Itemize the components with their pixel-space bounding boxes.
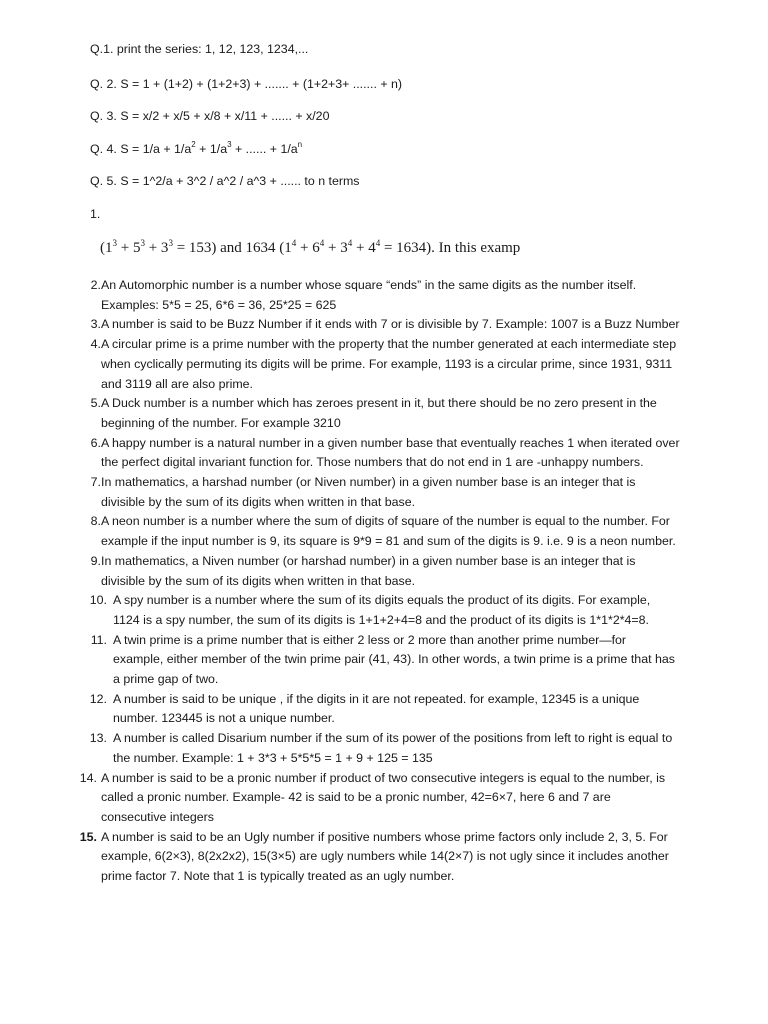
question-label: Q. 3. bbox=[90, 109, 117, 123]
question-1 bbox=[90, 41, 308, 57]
list-item-text: A Duck number is a number which has zeroes present in it, but there should be no zero present in the beginning of the number. For example 3210 bbox=[101, 396, 657, 430]
list-item bbox=[0, 591, 768, 630]
question-text: S = 1^2/a + 3^2 / a^2 / a^3 + ...... to n terms bbox=[120, 174, 360, 188]
list-item-text: A circular prime is a prime number with the property that the number generated at each intermediate step when cyclically permuting its digits will be prime. For example, 1193 is a circular prime, since 1931, 9311 and 3119 all are also prime. bbox=[101, 337, 677, 391]
list-item-text: A twin prime is a prime number that is either 2 less or 2 more than another prime number—for example, either member of the twin prime pair (41, 43). In other words, a twin prime is a prime that has a prime gap of two. bbox=[113, 632, 675, 687]
list-item-number: 5. bbox=[90, 396, 101, 411]
list-item-number: 4. bbox=[90, 337, 101, 352]
question-3 bbox=[90, 108, 329, 124]
list-item-text: A happy number is a natural number in a given number base that eventually reaches 1 when iterated over the perfect digital invariant function for. Those numbers that do not end in 1 are -unhappy numbers. bbox=[101, 435, 680, 470]
list-item bbox=[0, 315, 768, 335]
list-item-text: In mathematics, a Niven number (or harshad number) in a given number base is an integer that is divisible by the sum of its digits when written in that base. bbox=[101, 553, 636, 588]
question-text: print the series: 1, 12, 123, 1234,... bbox=[116, 42, 309, 56]
list-item-number: 8. bbox=[90, 514, 101, 529]
question-label: Q. 5. bbox=[90, 174, 117, 188]
list-item-text: In mathematics, a harshad number (or Niven number) in a given number base is an integer that is divisible by the sum of its digits when written in that base. bbox=[101, 475, 636, 509]
list-item bbox=[0, 512, 768, 551]
list-item-text: A number is said to be Buzz Number if it ends with 7 or is divisible by 7. Example: 1007 is a Buzz Number bbox=[101, 317, 680, 332]
question-label: Q. 2. bbox=[90, 77, 117, 91]
item-1-number: 1. bbox=[90, 207, 101, 221]
list-item bbox=[0, 769, 768, 828]
question-label: Q.1. bbox=[90, 42, 114, 56]
question-4 bbox=[90, 141, 302, 157]
list-item-number: 10. bbox=[89, 593, 107, 608]
list-item-number: 13. bbox=[89, 731, 107, 746]
list-item bbox=[0, 473, 768, 512]
question-5 bbox=[90, 173, 360, 189]
list-item bbox=[0, 276, 768, 315]
list-item bbox=[0, 828, 768, 887]
list-item bbox=[0, 690, 768, 729]
question-text: S = x/2 + x/5 + x/8 + x/11 + ...... + x/20 bbox=[120, 109, 330, 123]
list-item-number: 15. bbox=[79, 829, 97, 844]
list-item-text: A number is called Disarium number if the sum of its power of the positions from left to right is equal to the number. Example: 1 + 3*3 + 5*5*5 = 1 + 9 + 125 = 135 bbox=[113, 731, 673, 765]
list-item-number: 3. bbox=[90, 317, 101, 332]
list-item-text: A spy number is a number where the sum of its digits equals the product of its digits. For example, 1124 is a spy number, the sum of its digits is 1+1+2+4=8 and the product of its digits is 1*1*2*4=8. bbox=[113, 593, 651, 627]
list-item-number: 6. bbox=[90, 435, 101, 450]
question-text: $S = 1/a + 1/a^2 + 1/a^3$ + ...... + $1/a^n$ bbox=[120, 139, 303, 156]
question-text: S = 1 + (1+2) + (1+2+3) + ....... + (1+2+3+ ....... + n) bbox=[120, 77, 403, 91]
list-item-text: A number is said to be unique , if the digits in it are not repeated. for example, 12345 is a unique number. 123445 is not a unique number. bbox=[113, 691, 640, 726]
question-label: Q. 4. bbox=[90, 142, 117, 156]
list-item-number: 14. bbox=[79, 770, 97, 785]
definitions-list bbox=[0, 276, 768, 887]
armstrong-example-line: $(1^3 + 5^3 + 3^3 = 153)$ and 1634 $(1^4 + 6^4 + 3^4 + 4^4 = 1634)$. In this examp bbox=[100, 238, 521, 256]
question-2 bbox=[90, 76, 402, 92]
list-item-text: A number is said to be a pronic number if product of two consecutive integers is equal to the number, is called a pronic number. Example- 42 is said to be a pronic number, 42=6×7, here 6 and 7 are consecutive integers bbox=[101, 770, 666, 824]
list-item-number: 2. bbox=[90, 278, 101, 292]
list-item bbox=[0, 394, 768, 433]
list-item-number: 9. bbox=[90, 553, 101, 568]
list-item-text: A neon number is a number where the sum of digits of square of the number is equal to the number. For example if the input number is 9, its square is 9*9 = 81 and sum of the digits is 9. i.e. 9 is a neon number. bbox=[101, 514, 676, 549]
list-item-text: A number is said to be an Ugly number if positive numbers whose prime factors only include 2, 3, 5. For example, 6(2×3), 8(2x2x2), 15(3×5) are ugly numbers while 14(2×7) is not ugly since it includes another prime factor 7. Note that 1 is typically treated as an ugly number. bbox=[101, 829, 669, 884]
list-item-number: 7. bbox=[90, 475, 101, 490]
list-item-text: An Automorphic number is a number whose square “ends” in the same digits as the number itself. Examples: 5*5 = 25, 6*6 = 36, 25*25 = 625 bbox=[101, 278, 637, 312]
list-item-number: 12. bbox=[89, 691, 107, 706]
list-item bbox=[0, 729, 768, 768]
list-item bbox=[0, 631, 768, 690]
list-item-number: 11. bbox=[90, 632, 107, 647]
list-item bbox=[0, 552, 768, 591]
list-item bbox=[0, 335, 768, 394]
list-item bbox=[0, 434, 768, 473]
